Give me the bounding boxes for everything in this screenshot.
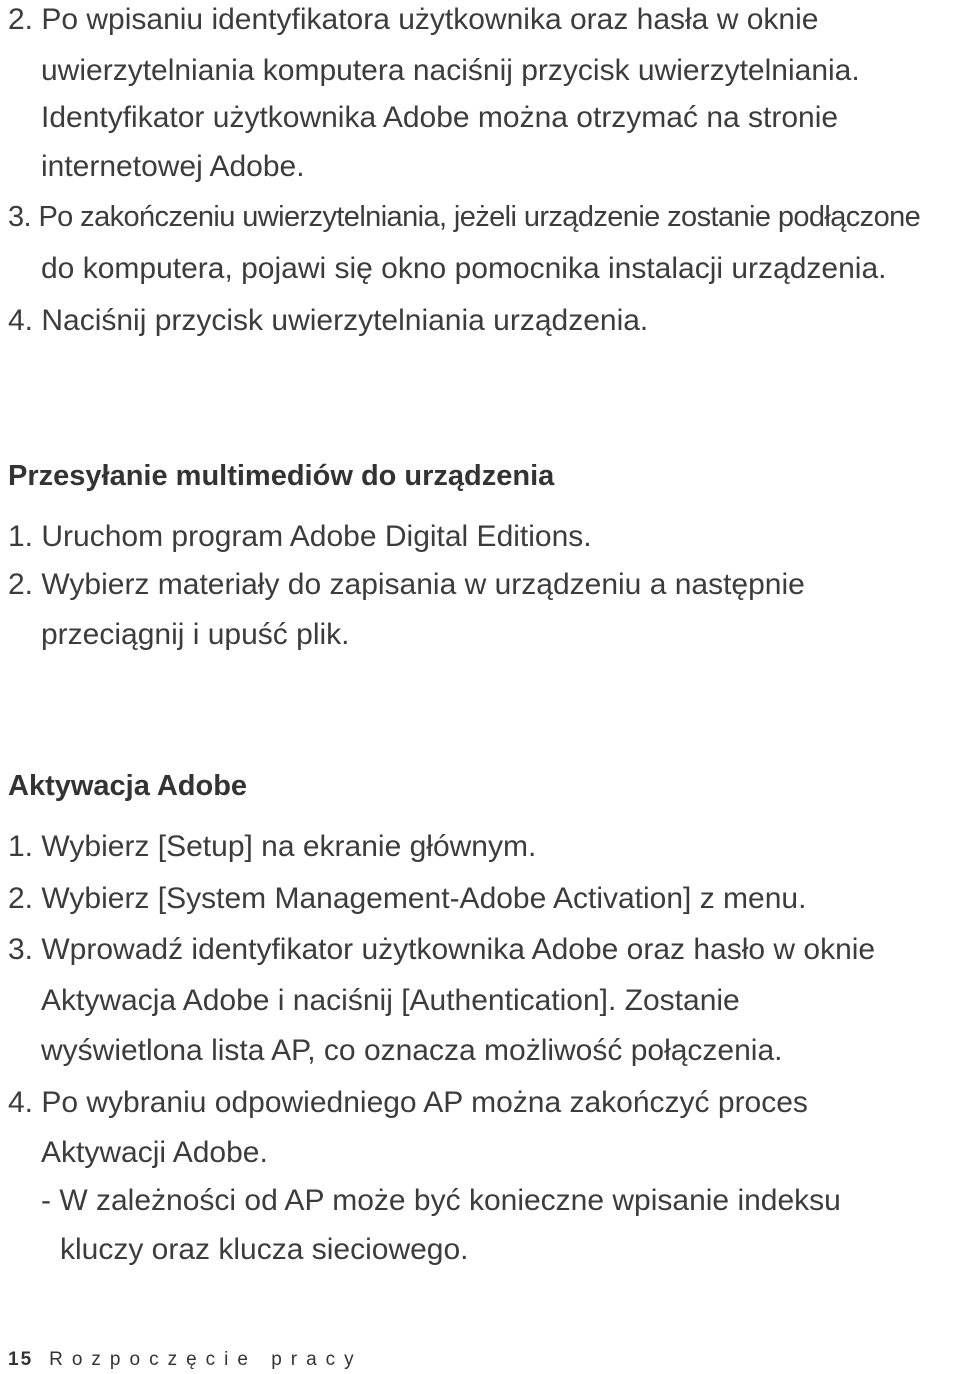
transfer-step-2-line-1: 2. Wybierz materiały do zapisania w urządzeniu a następnie bbox=[8, 568, 805, 601]
step-3-line-1: 3. Po zakończeniu uwierzytelniania, jeżeli urządzenie zostanie podłączone bbox=[8, 201, 921, 233]
step-2-line-4: internetowej Adobe. bbox=[41, 150, 305, 183]
transfer-step-1: 1. Uruchom program Adobe Digital Editions. bbox=[8, 520, 592, 553]
step-4-line-1: 4. Naciśnij przycisk uwierzytelniania urządzenia. bbox=[8, 304, 649, 337]
transfer-step-2-line-2: przeciągnij i upuść plik. bbox=[41, 618, 350, 651]
page-number: 15 bbox=[8, 1349, 34, 1370]
step-3-line-2: do komputera, pojawi się okno pomocnika instalacji urządzenia. bbox=[41, 252, 887, 285]
activation-note-line-1: - W zależności od AP może być konieczne wpisanie indeksu bbox=[41, 1184, 841, 1217]
adobe-activation-heading: Aktywacja Adobe bbox=[8, 770, 248, 802]
media-transfer-heading: Przesyłanie multimediów do urządzenia bbox=[8, 460, 555, 492]
activation-step-3-line-1: 3. Wprowadź identyfikator użytkownika Adobe oraz hasło w oknie bbox=[8, 933, 876, 966]
step-2-line-1: 2. Po wpisaniu identyfikatora użytkownika oraz hasła w oknie bbox=[8, 3, 819, 36]
activation-step-3-line-2: Aktywacja Adobe i naciśnij [Authentication]. Zostanie bbox=[41, 984, 740, 1017]
activation-step-1: 1. Wybierz [Setup] na ekranie głównym. bbox=[8, 830, 537, 863]
step-2-line-2: uwierzytelniania komputera naciśnij przycisk uwierzytelniania. bbox=[41, 54, 860, 87]
activation-note-line-2: kluczy oraz klucza sieciowego. bbox=[60, 1233, 469, 1266]
page-footer bbox=[8, 1350, 363, 1369]
activation-step-2: 2. Wybierz [System Management-Adobe Activation] z menu. bbox=[8, 882, 807, 915]
activation-step-4-line-2: Aktywacji Adobe. bbox=[41, 1136, 268, 1169]
activation-step-3-line-3: wyświetlona lista AP, co oznacza możliwość połączenia. bbox=[41, 1034, 783, 1067]
chapter-title: Rozpoczęcie pracy bbox=[49, 1349, 363, 1370]
activation-step-4-line-1: 4. Po wybraniu odpowiedniego AP można zakończyć proces bbox=[8, 1086, 808, 1119]
step-2-line-3: Identyfikator użytkownika Adobe można otrzymać na stronie bbox=[41, 101, 839, 134]
